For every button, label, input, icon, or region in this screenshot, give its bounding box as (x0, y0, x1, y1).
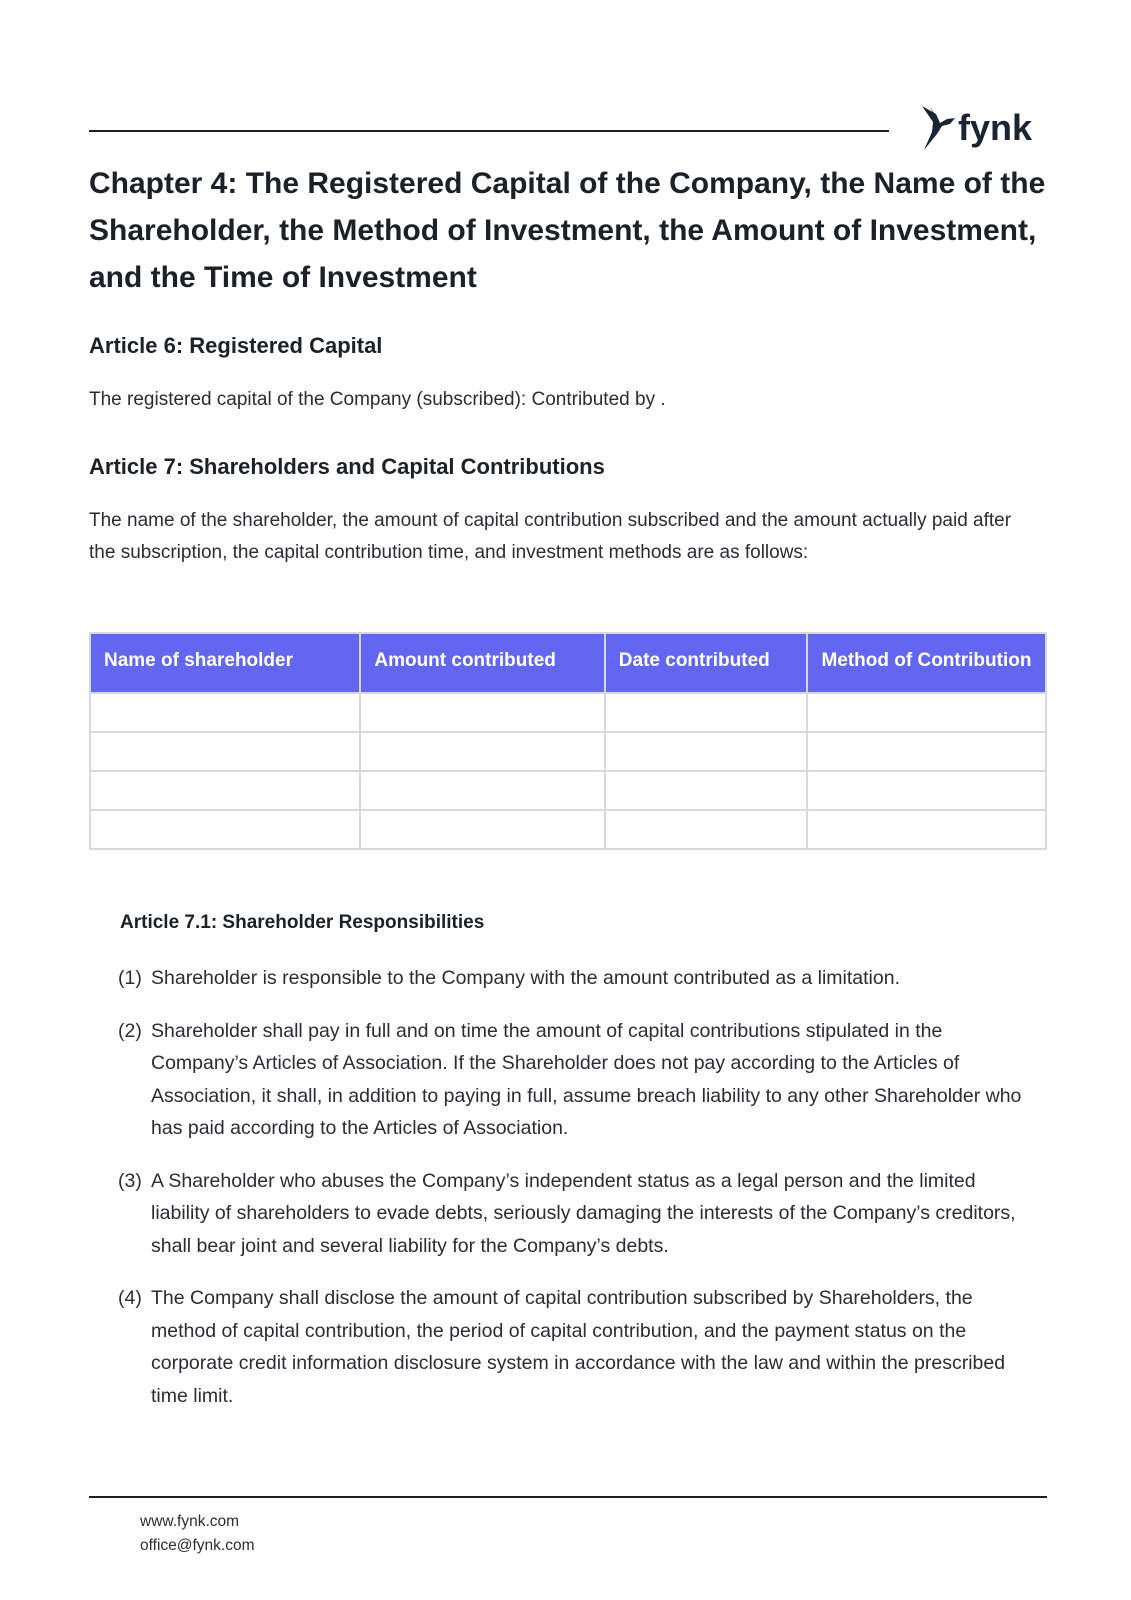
table-cell (360, 810, 604, 849)
table-cell (360, 693, 604, 732)
table-row (90, 810, 1046, 849)
table-cell (807, 732, 1046, 771)
chapter-title: Chapter 4: The Registered Capital of the Company, the Name of the Shareholder, the Method of Investment, the Amount of Investment, and the Time of Investment (89, 167, 1046, 294)
table-row (90, 693, 1046, 732)
footer-email-link[interactable]: office@fynk.com (140, 1537, 255, 1554)
table-row (90, 771, 1046, 810)
column-header-amount: Amount contributed (360, 633, 604, 693)
table-cell (605, 771, 808, 810)
list-item-number: (3) (118, 1169, 142, 1192)
column-header-date: Date contributed (605, 633, 808, 693)
article-6-heading: Article 6: Registered Capital (89, 333, 383, 358)
table-header-row (90, 633, 1046, 693)
list-item-text: Shareholder is responsible to the Company with the amount contributed as a limitation. (151, 967, 900, 989)
table-cell (90, 693, 360, 732)
footer-rule (89, 1496, 1047, 1498)
article-7-1-heading: Article 7.1: Shareholder Responsibilities (120, 912, 485, 933)
list-item-number: (4) (118, 1287, 142, 1309)
article-6-text: The registered capital of the Company (subscribed): Contributed by . (89, 389, 666, 410)
list-item (118, 1015, 1038, 1145)
table-cell (90, 732, 360, 771)
table-cell (605, 693, 808, 732)
list-item (118, 962, 1038, 995)
list-item-text: A Shareholder who abuses the Company’s independent status as a legal person and the limited liability of shareholders to evade debts, seriously damaging the interests of the Company’s creditors, shall bear joint and several liability for the Company’s debts. (151, 1169, 1016, 1257)
table-cell (360, 771, 604, 810)
fynk-logo (920, 104, 1032, 152)
responsibilities-list (118, 962, 1038, 1432)
table-cell (90, 771, 360, 810)
table-cell (90, 810, 360, 849)
list-item-number: (2) (118, 1019, 142, 1042)
table-cell (807, 771, 1046, 810)
list-item-text: Shareholder shall pay in full and on time the amount of capital contributions stipulated in the Company’s Articles of Association. If the Shareholder does not pay according to the Articles of Association, it shall, in addition to paying in full, assume breach liability to any other Shareholder who has paid according to the Articles of Association. (151, 1019, 1022, 1139)
footer (140, 1510, 255, 1558)
table-cell (360, 732, 604, 771)
article-7-heading: Article 7: Shareholders and Capital Contributions (89, 454, 605, 479)
list-item-number: (1) (118, 967, 142, 989)
list-item (118, 1165, 1038, 1263)
fynk-bird-icon (920, 104, 956, 152)
list-item-text: The Company shall disclose the amount of capital contribution subscribed by Shareholders, the method of capital contribution, the period of capital contribution, and the payment status on the corporate credit information disclosure system in accordance with the law and within the prescribed time limit. (151, 1287, 1006, 1407)
table-cell (605, 810, 808, 849)
capital-contributions-table (89, 632, 1047, 850)
table-row (90, 732, 1046, 771)
header-rule (89, 130, 889, 132)
table-cell (807, 810, 1046, 849)
logo-wordmark: fynk (958, 107, 1033, 148)
table-cell (605, 732, 808, 771)
footer-website-link[interactable]: www.fynk.com (140, 1513, 240, 1530)
article-7-text: The name of the shareholder, the amount of capital contribution subscribed and the amount actually paid after the subscription, the capital contribution time, and investment methods are as follows: (89, 510, 1012, 563)
table-cell (807, 693, 1046, 732)
list-item (118, 1282, 1038, 1412)
column-header-method: Method of Contribution (807, 633, 1046, 693)
column-header-shareholder-name: Name of shareholder (90, 633, 360, 693)
